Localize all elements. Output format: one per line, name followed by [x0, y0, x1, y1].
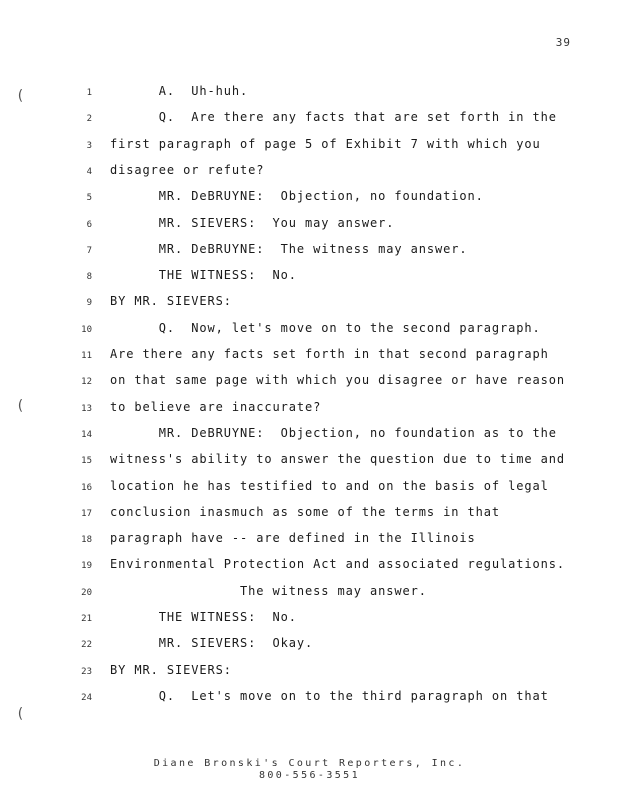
footer-reporter: Diane Bronski's Court Reporters, Inc.: [153, 758, 466, 769]
line-number: 14: [81, 429, 92, 440]
line-text: Q. Let's move on to the third paragraph on that: [110, 688, 549, 703]
transcript-line: [0, 505, 619, 531]
transcript-line: [0, 189, 619, 215]
line-text: to believe are inaccurate?: [110, 399, 322, 414]
line-number: 13: [81, 403, 92, 414]
line-number: 16: [81, 482, 92, 493]
line-number: 2: [86, 114, 92, 125]
line-text: location he has testified to and on the basis of legal: [110, 478, 549, 493]
line-text: conclusion inasmuch as some of the terms in that: [110, 504, 500, 519]
line-text: Are there any facts set forth in that second paragraph: [110, 347, 549, 361]
transcript-line: [0, 400, 619, 426]
line-text: witness's ability to answer the question due to time and: [110, 452, 565, 467]
line-text: A. Uh-huh.: [110, 84, 249, 98]
transcript-line: [0, 321, 619, 347]
line-text: THE WITNESS: No.: [110, 268, 297, 283]
line-number: 18: [81, 535, 92, 546]
transcript-line: [0, 689, 619, 715]
transcript-line: [0, 216, 619, 242]
line-text: The witness may answer.: [110, 583, 427, 598]
line-text: MR. SIEVERS: You may answer.: [110, 215, 395, 230]
footer-phone: 800-556-3551: [258, 770, 361, 781]
line-text: THE WITNESS: No.: [110, 610, 297, 624]
line-number: 8: [86, 272, 92, 283]
line-number: 9: [86, 298, 92, 309]
line-number: 20: [81, 587, 92, 598]
line-number: 22: [81, 640, 92, 651]
line-text: Q. Now, let's move on to the second paragraph.: [110, 320, 541, 335]
transcript-line: [0, 84, 619, 110]
line-number: 21: [81, 614, 92, 624]
transcript-line: [0, 294, 619, 320]
line-text: paragraph have -- are defined in the Illinois: [110, 531, 476, 546]
line-text: on that same page with which you disagree or have reason: [110, 373, 565, 388]
transcript-line: [0, 242, 619, 268]
transcript-line: [0, 163, 619, 189]
line-number: 19: [81, 561, 92, 572]
line-text: first paragraph of page 5 of Exhibit 7 with which you: [110, 136, 541, 151]
line-text: BY MR. SIEVERS:: [110, 662, 232, 677]
line-text: disagree or refute?: [110, 162, 265, 177]
line-text: MR. SIEVERS: Okay.: [110, 636, 314, 651]
transcript-line: [0, 347, 619, 373]
line-number: 15: [81, 456, 92, 467]
line-number: 1: [86, 88, 92, 98]
line-number: 6: [86, 219, 92, 230]
transcript-line: [0, 610, 619, 636]
transcript-line: [0, 110, 619, 136]
line-text: MR. DeBRUYNE: The witness may answer.: [110, 241, 468, 256]
transcript-line: [0, 531, 619, 557]
punch-hole-icon: (: [16, 398, 25, 414]
line-text: MR. DeBRUYNE: Objection, no foundation as to the: [110, 425, 557, 440]
line-text: Q. Are there any facts that are set forth in the: [110, 110, 557, 125]
line-number: 24: [81, 692, 92, 703]
transcript-line: [0, 452, 619, 478]
transcript-line: [0, 584, 619, 610]
page-number: 39: [555, 36, 571, 49]
line-number: 23: [81, 666, 92, 677]
punch-hole-icon: (: [16, 88, 25, 104]
transcript-line: [0, 557, 619, 583]
line-number: 3: [86, 140, 92, 151]
line-number: 17: [81, 508, 92, 519]
line-number: 7: [86, 245, 92, 256]
transcript-line: [0, 426, 619, 452]
punch-hole-icon: (: [16, 706, 25, 722]
transcript-line: [0, 268, 619, 294]
transcript-line: [0, 636, 619, 662]
transcript-line: [0, 663, 619, 689]
line-text: BY MR. SIEVERS:: [110, 294, 232, 309]
line-number: 5: [86, 193, 92, 204]
line-number: 4: [86, 166, 92, 177]
line-text: MR. DeBRUYNE: Objection, no foundation.: [110, 189, 484, 204]
transcript-line: [0, 479, 619, 505]
line-number: 10: [81, 324, 92, 335]
line-text: Environmental Protection Act and associated regulations.: [110, 557, 565, 572]
transcript-line: [0, 373, 619, 399]
transcript-line: [0, 137, 619, 163]
line-number: 11: [81, 351, 92, 361]
line-number: 12: [81, 377, 92, 388]
